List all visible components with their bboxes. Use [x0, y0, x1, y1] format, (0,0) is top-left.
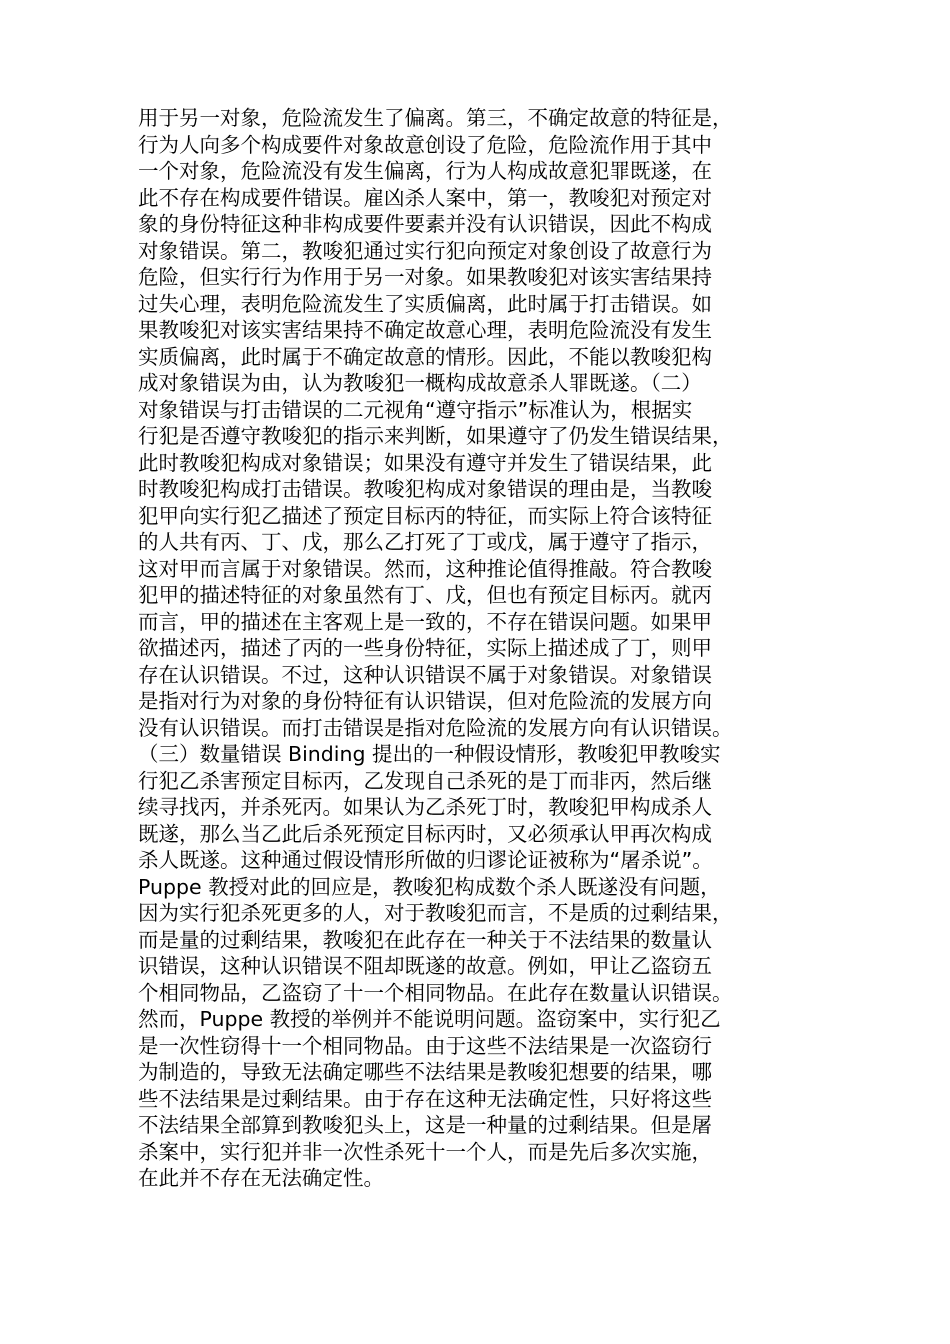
- text-line: 因为实行犯杀死更多的人，对于教唆犯而言，不是质的过剩结果，: [138, 901, 733, 925]
- text-line: 此时教唆犯构成对象错误；如果没有遵守并发生了错误结果，此: [138, 450, 712, 475]
- text-line: 而是量的过剩结果，教唆犯在此存在一种关于不法结果的数量认: [138, 927, 712, 952]
- text-line: 是一次性窃得十一个相同物品。由于这些不法结果是一次盗窃行: [138, 1033, 712, 1058]
- text-line: 些不法结果是过剩结果。由于存在这种无法确定性，只好将这些: [138, 1086, 712, 1111]
- text-line: 成对象错误为由，认为教唆犯一概构成故意杀人罪既遂。（二）: [138, 371, 702, 395]
- text-line: 没有认识错误。而打击错误是指对危险流的发展方向有认识错误。: [138, 715, 733, 740]
- text-line: 行犯是否遵守教唆犯的指示来判断，如果遵守了仍发生错误结果，: [138, 424, 733, 448]
- text-line: 在此并不存在无法确定性。: [138, 1166, 384, 1190]
- text-line: 续寻找丙，并杀死丙。如果认为乙杀死丁时，教唆犯甲构成杀人: [138, 795, 712, 819]
- text-line: 象的身份特征这种非构成要件要素并没有认识错误，因此不构成: [138, 212, 712, 236]
- text-line: 行为人向多个构成要件对象故意创设了危险，危险流作用于其中: [138, 132, 712, 157]
- text-line: 时教唆犯构成打击错误。教唆犯构成对象错误的理由是，当教唆: [138, 477, 712, 501]
- text-line: 存在认识错误。不过，这种认识错误不属于对象错误。对象错误: [138, 662, 712, 687]
- text-line: 过失心理，表明危险流发生了实质偏离，此时属于打击错误。如: [138, 291, 712, 316]
- text-line: 是指对行为对象的身份特征有认识错误，但对危险流的发展方向: [138, 689, 712, 713]
- body-text: [138, 105, 818, 1192]
- text-line: 果教唆犯对该实害结果持不确定故意心理，表明危险流没有发生: [138, 318, 712, 342]
- text-line: 然而，Puppe 教授的举例并不能说明问题。盗窃案中，实行犯乙: [138, 1007, 721, 1031]
- text-line: 一个对象，危险流没有发生偏离，行为人构成故意犯罪既遂，在: [138, 159, 712, 183]
- text-line: 既遂，那么当乙此后杀死预定目标丙时，又必须承认甲再次构成: [138, 821, 712, 846]
- text-line: （三）数量错误 Binding 提出的一种假设情形，教唆犯甲教唆实: [138, 742, 721, 766]
- text-line: 对象错误与打击错误的二元视角“遵守指示”标准认为，根据实: [138, 397, 693, 422]
- text-line: 而言，甲的描述在主客观上是一致的，不存在错误问题。如果甲: [138, 609, 712, 634]
- text-line: 对象错误。第二，教唆犯通过实行犯向预定对象创设了故意行为: [138, 238, 712, 263]
- text-line: 杀人既遂。这种通过假设情形所做的归谬论证被称为“屠杀说”。: [138, 848, 713, 872]
- text-line: 危险，但实行行为作用于另一对象。如果教唆犯对该实害结果持: [138, 265, 712, 289]
- text-line: 不法结果全部算到教唆犯头上，这是一种量的过剩结果。但是屠: [138, 1113, 712, 1137]
- text-line: 这对甲而言属于对象错误。然而，这种推论值得推敲。符合教唆: [138, 556, 712, 581]
- text-line: Puppe 教授对此的回应是，教唆犯构成数个杀人既遂没有问题，: [138, 874, 721, 899]
- text-line: 用于另一对象，危险流发生了偏离。第三，不确定故意的特征是，: [138, 106, 733, 130]
- text-line: 行犯乙杀害预定目标丙，乙发现自己杀死的是丁而非丙，然后继: [138, 768, 712, 793]
- text-line: 实质偏离，此时属于不确定故意的情形。因此，不能以教唆犯构: [138, 344, 712, 369]
- text-line: 欲描述丙，描述了丙的一些身份特征，实际上描述成了丁，则甲: [138, 636, 712, 660]
- text-line: 个相同物品，乙盗窃了十一个相同物品。在此存在数量认识错误。: [138, 980, 733, 1005]
- text-line: 杀案中，实行犯并非一次性杀死十一个人，而是先后多次实施，: [138, 1139, 712, 1164]
- text-line: 的人共有丙、丁、戊，那么乙打死了丁或戊，属于遵守了指示，: [138, 530, 712, 554]
- text-line: 为制造的，导致无法确定哪些不法结果是教唆犯想要的结果，哪: [138, 1060, 712, 1084]
- text-line: 识错误，这种认识错误不阻却既遂的故意。例如，甲让乙盗窃五: [138, 954, 712, 978]
- text-line: 犯甲向实行犯乙描述了预定目标丙的特征，而实际上符合该特征: [138, 503, 712, 528]
- text-line: 此不存在构成要件错误。雇凶杀人案中，第一，教唆犯对预定对: [138, 185, 712, 210]
- text-line: 犯甲的描述特征的对象虽然有丁、戊，但也有预定目标丙。就丙: [138, 583, 712, 607]
